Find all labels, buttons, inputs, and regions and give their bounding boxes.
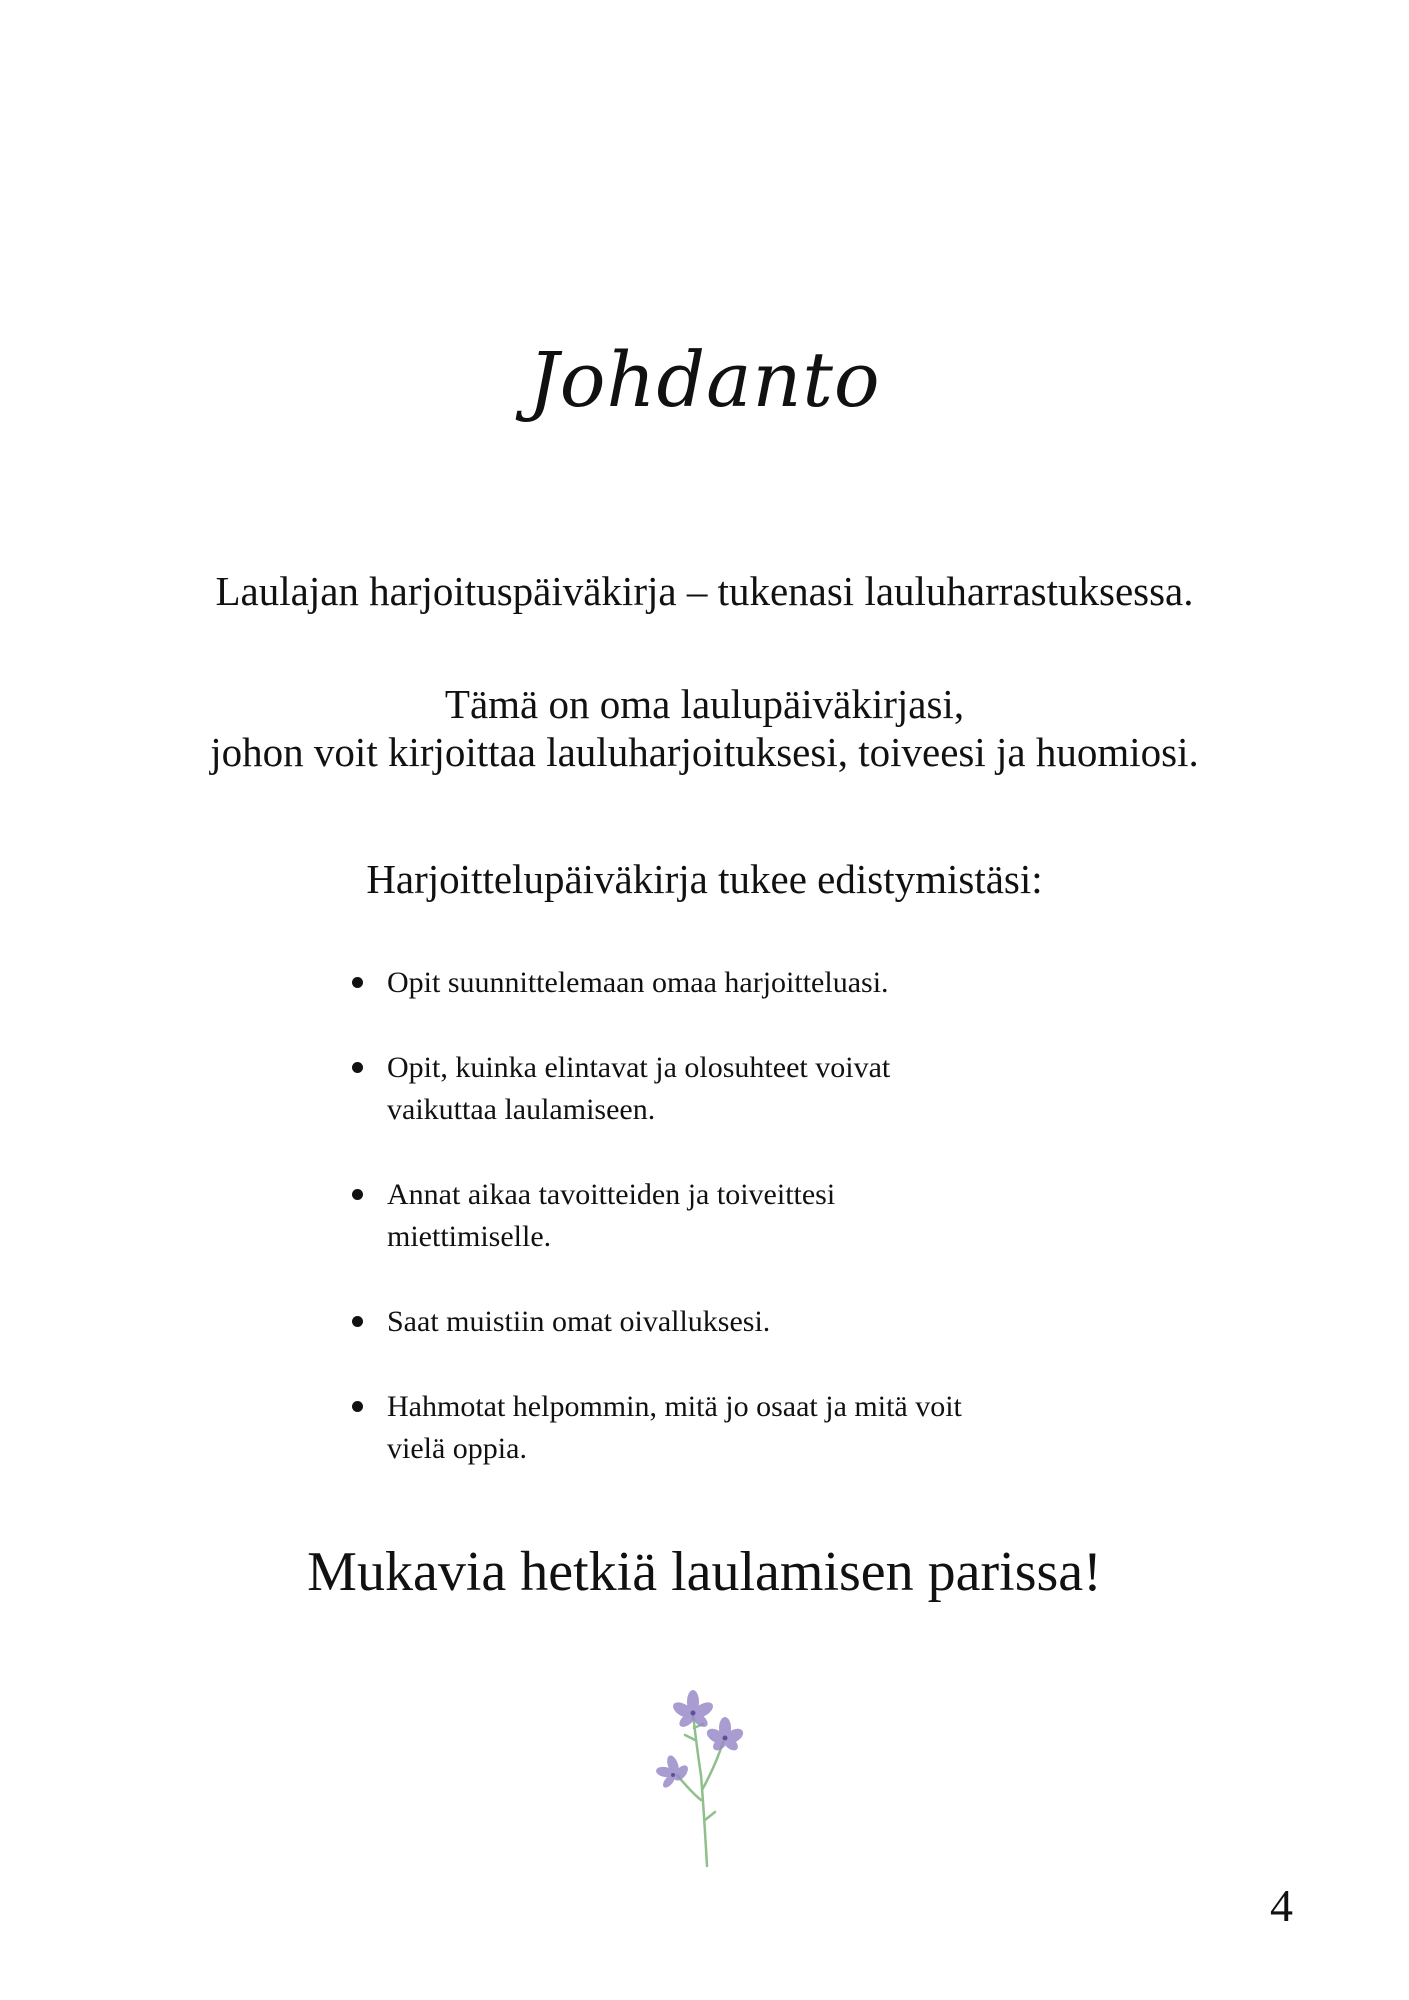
list-item <box>348 1047 1108 1131</box>
list-item-line: vielä oppia. <box>387 1432 527 1465</box>
closing-text: Mukavia hetkiä laulamisen parissa! <box>307 1541 1102 1603</box>
bullet-icon <box>352 977 363 988</box>
page-title: Johdanto <box>528 335 881 424</box>
list-item-line: vaikuttaa laulamiseen. <box>387 1093 656 1126</box>
list-item <box>348 1386 1108 1470</box>
support-heading: Harjoittelupäiväkirja tukee edistymistäsi: <box>366 856 1043 902</box>
bullet-icon <box>352 1316 363 1327</box>
page-number: 4 <box>1270 1880 1293 1931</box>
list-item-line: Hahmotat helpommin, mitä jo osaat ja mitä voit <box>387 1390 962 1423</box>
list-item <box>348 962 1108 1004</box>
intro-paragraph <box>0 680 1409 776</box>
flower-bloom <box>704 1717 745 1753</box>
list-item-line: miettimiselle. <box>387 1220 552 1253</box>
list-item-line: Opit, kuinka elintavat ja olosuhteet voivat <box>387 1051 891 1084</box>
bullet-icon <box>352 1062 363 1073</box>
bullet-icon <box>352 1401 363 1412</box>
list-item-line: Annat aikaa tavoitteiden ja toiveittesi <box>387 1178 836 1211</box>
list-item-line: Saat muistiin omat oivalluksesi. <box>387 1305 771 1338</box>
paragraph-line: Tämä on oma laulupäiväkirjasi, <box>444 681 965 727</box>
list-item <box>348 1301 1108 1343</box>
bellflower-icon <box>655 1680 755 1870</box>
bullet-icon <box>352 1189 363 1200</box>
paragraph-line: johon voit kirjoittaa lauluharjoituksesi, toiveesi ja huomiosi. <box>210 729 1199 775</box>
list-item <box>348 1174 1108 1258</box>
intro-text: Laulajan harjoituspäiväkirja – tukenasi lauluharrastuksessa. <box>215 568 1194 614</box>
benefit-list <box>348 962 1108 1513</box>
list-item-line: Opit suunnittelemaan omaa harjoitteluasi. <box>387 966 889 999</box>
